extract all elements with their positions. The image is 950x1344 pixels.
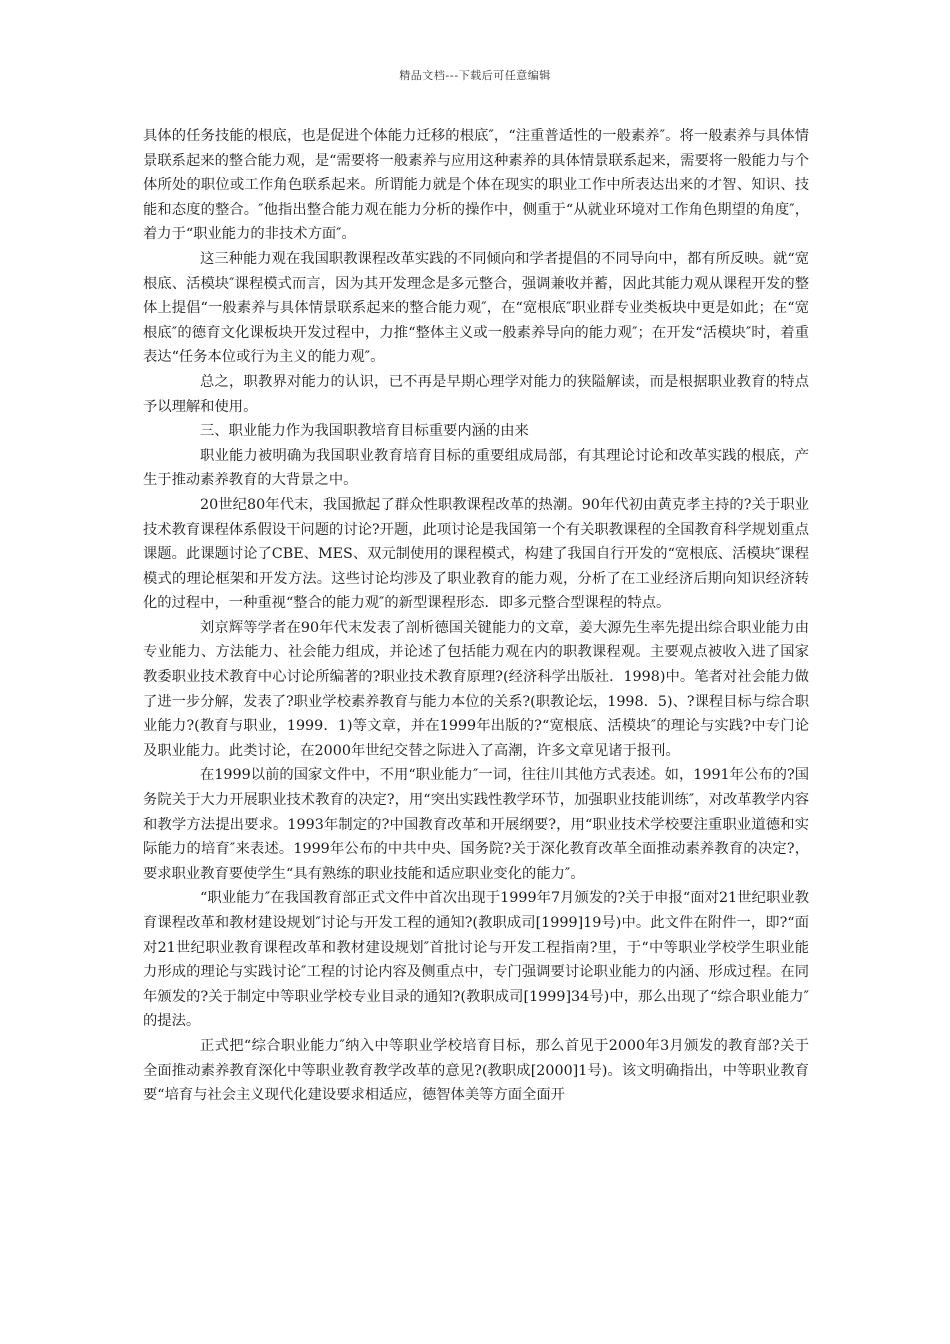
paragraph: 这三种能力观在我国职教课程改革实践的不同倾向和学者提倡的不同导向中，都有所反映。就“宽根底、活模块″课程模式而言，因为其开发理念是多元整合，强调兼收并蓄，因此其能力观从课程开发的整体上提倡“一般素养与具体情景联系起来的整合能力观″，在“宽根底″职业群专业类板块中更是如此；在“宽根底″的德育文化课板块开发过程中，力推“整体主义或一般素养导向的能力观″；在开发“活模块″时，着重表达“任务本位或行为主义的能力观″。 (143, 250, 809, 366)
page-header: 精品文档---下载后可任意编辑 (399, 69, 551, 82)
paragraph: 职业能力被明确为我国职业教育培育目标的重要组成局部，有其理论讨论和改革实践的根底，产生于推动素养教育的大背景之中。 (143, 447, 809, 489)
paragraph: “职业能力″在我国教育部正式文件中首次出现于1999年7月颁发的?关于申报“面对21世纪职业教育课程改革和教材建设规划″讨论与开发工程的通知?(教职成司[1999]19号)中。此文件在附件一，即?“面对21世纪职业教育课程改革和教材建设规划″首批讨论与开发工程指南?里，于“中等职业学校学生职业能力形成的理论与实践讨论″工程的讨论内容及侧重点中，专门强调要讨论职业能力的内涵、形成过程。在同年颁发的?关于制定中等职业学校专业目录的通知?(教职成司[1999]34号)中，那么出现了“综合职业能力″的提法。 (143, 890, 809, 1030)
section-heading: 三、职业能力作为我国职教培育目标重要内涵的由来 (200, 423, 529, 440)
paragraph: 20世纪80年代末，我国掀起了群众性职教课程改革的热潮。90年代初由黄克孝主持的?关于职业技术教育课程体系假设干问题的讨论?开题，此项讨论是我国第一个有关职教课程的全国教育科学规划重点课题。此课题讨论了CBE、MES、双元制使用的课程模式，构建了我国自行开发的“宽根底、活模块″课程模式的理论框架和开发方法。这些讨论均涉及了职业教育的能力观，分析了在工业经济后期向知识经济转化的过程中，一种重视“整合的能力观″的新型课程形态．即多元整合型课程的特点。 (143, 496, 809, 612)
paragraph: 总之，职教界对能力的认识，已不再是早期心理学对能力的狭隘解读，而是根据职业教育的特点予以理解和使用。 (143, 373, 809, 415)
paragraph: 具体的任务技能的根底，也是促进个体能力迁移的根底″，“注重普适性的一般素养″。将一般素养与具体情景联系起来的整合能力观，是“需要将一般素养与应用这种素养的具体情景联系起来，需要将一般能力与个体所处的职位或工作角色联系起来。所谓能力就是个体在现实的职业工作中所表达出来的才智、知识、技能和态度的整合。″他指出整合能力观在能力分析的操作中，侧重于“从就业环境对工作角色期望的角度″，着力于“职业能力的非技术方面″。 (143, 128, 809, 243)
document-body (143, 124, 809, 1108)
paragraph: 正式把“综合职业能力″纳入中等职业学校培育目标，那么首见于2000年3月颁发的教育部?关于全面推动素养教育深化中等职业教育教学改革的意见?(教职成[2000]1号)。该文明确指出，中等职业教育要“培育与社会主义现代化建设要求相适应，德智体美等方面全面开 (143, 1037, 809, 1104)
paragraph: 在1999以前的国家文件中，不用“职业能力″一词，往往川其他方式表述。如，1991年公布的?国务院关于大力开展职业技术教育的决定?，用“突出实践性教学环节，加强职业技能训练″，对改革教学内容和教学方法提出要求。1993年制定的?中国教育改革和开展纲要?，用“职业技术学校要注重职业道德和实际能力的培育″来表述。1999年公布的中共中央、国务院?关于深化教育改革全面推动素养教育的决定?，要求职业教育要使学生“具有熟练的职业技能和适应职业变化的能力″。 (143, 767, 809, 882)
paragraph: 刘京辉等学者在90年代末发表了剖析德国关键能力的文章，姜大源先生率先提出综合职业能力由专业能力、方法能力、社会能力组成，并论述了包括能力观在内的职教课程观。主要观点被收入进了国家教委职业技术教育中心讨论所编著的?职业技术教育原理?(经济科学出版社．1998)中。笔者对社会能力做了进一步分解，发表了?职业学校素养教育与能力本位的关系?(职教论坛，1998．5)、?课程目标与综合职业能力?(教育与职业，1999．1)等文章，并在1999年出版的?“宽根底、活模块″的理论与实践?中专门论及职业能力。此类讨论，在2000年世纪交替之际进入了高潮，许多文章见诸于报刊。 (143, 619, 809, 759)
